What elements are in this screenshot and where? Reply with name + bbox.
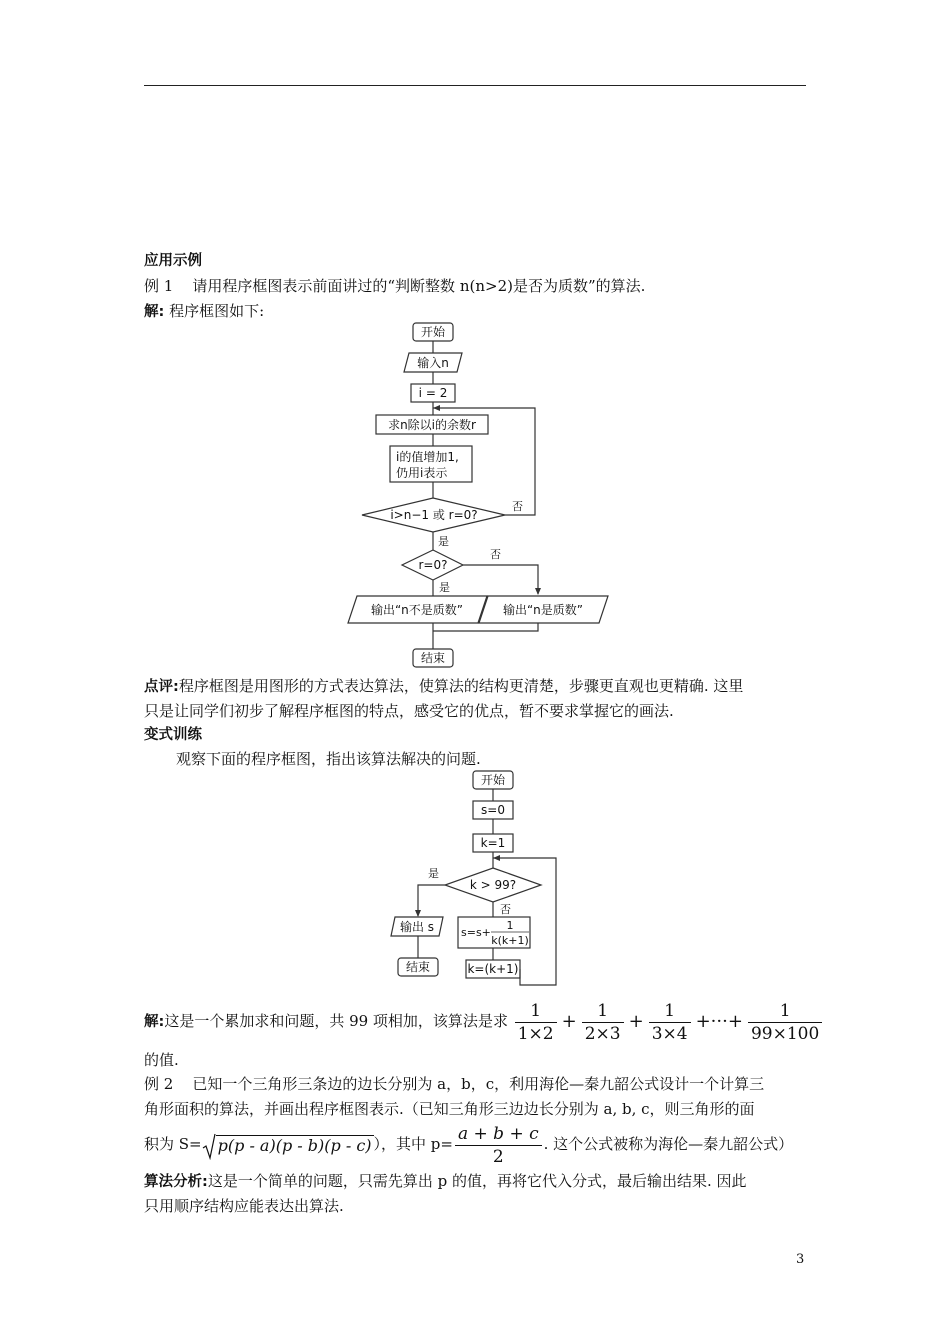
solution-2-text: 这是一个累加求和问题，共 99 项相加，该算法是求 — [164, 1012, 508, 1030]
flow1-increment-line2: 仍用i表示 — [396, 466, 448, 480]
flow2-update-s-prefix: s=s+ — [461, 926, 491, 939]
analysis-text-1: 这是一个简单的问题，只需先算出 p 的值，再将它代入分式，最后输出结果. 因此 — [207, 1172, 747, 1190]
solution-1-label: 解: — [144, 304, 165, 320]
flow2-cond-text: k > 99? — [469, 878, 517, 892]
solution-2-tail: 的值. — [144, 1051, 179, 1069]
analysis-line-2: 只用顺序结构应能表达出算法. — [144, 1197, 344, 1215]
comment-label: 点评: — [144, 679, 179, 695]
p-fraction: $\frac{a + b + c}{2}$ — [455, 1123, 542, 1168]
flow2-init-s-text: s=0 — [481, 803, 505, 817]
flow1-init-text: i = 2 — [418, 386, 448, 400]
flow2-yes: 是 — [428, 867, 439, 880]
example-2-label: 例 2 — [144, 1075, 174, 1093]
header-rule — [144, 85, 806, 86]
flow1-cond1-no: 否 — [512, 500, 523, 513]
fraction-4: $\frac{1}{99\times 100}$ — [748, 1000, 822, 1045]
analysis-line-1 — [144, 1170, 747, 1193]
flow2-output-text: 输出 s — [399, 920, 435, 934]
flow1-end-text: 结束 — [420, 651, 446, 665]
comment-line-2: 只是让同学们初步了解程序框图的特点，感受它的优点，暂不要求掌握它的画法. — [144, 702, 674, 720]
solution-2: 解:这是一个累加求和问题，共 99 项相加，该算法是求 $\frac{1}{1\times 2}$ + $\frac{1}{2\times 3}$ + $\frac{1}{3\times 4}$ +···+ $\frac{1}{99\times 100}$ — [144, 996, 824, 1047]
solution-1-text: 程序框图如下: — [169, 302, 265, 320]
flow1-out-prime-text: 输出“n是质数” — [502, 603, 584, 617]
flow1-cond1-yes: 是 — [438, 535, 449, 548]
flow2-start-text: 开始 — [480, 773, 506, 787]
example-2-text-3c: . 这个公式被称为海伦—秦九韶公式） — [543, 1135, 794, 1153]
section-title: 应用示例 — [144, 253, 202, 269]
fraction-1: $\frac{1}{1\times 2}$ — [515, 1000, 557, 1045]
flow1-cond2-yes: 是 — [439, 581, 450, 594]
flow1-out-not-prime-text: 输出“n不是质数” — [370, 603, 464, 617]
solution-2-label: 解: — [144, 1014, 165, 1030]
flowchart-prime — [340, 318, 630, 670]
sum-dots: +···+ — [695, 1011, 743, 1032]
flow1-cond2-text: r=0? — [418, 558, 448, 572]
sqrt-content: p(p - a)(p - b)(p - c) — [217, 1135, 372, 1155]
example-2-text-3b: ），其中 p= — [373, 1135, 453, 1153]
example-1-text: 请用程序框图表示前面讲过的“判断整数 n(n>2)是否为质数”的算法. — [192, 277, 646, 295]
example-2-line-2: 角形面积的算法，并画出程序框图表示.（已知三角形三边边长分别为 a, b, c，则三角形的面 — [144, 1100, 755, 1118]
variant-text: 观察下面的程序框图，指出该算法解决的问题. — [176, 750, 481, 768]
example-2-text-3a: 积为 S= — [144, 1135, 202, 1153]
flow1-remainder-text: 求n除以i的余数r — [388, 418, 476, 432]
flow2-update-s-den: k(k+1) — [491, 934, 529, 947]
flowchart-sum — [380, 768, 580, 990]
comment-line-1 — [144, 675, 743, 698]
variant-title: 变式训练 — [144, 727, 202, 743]
sqrt-expression — [202, 1123, 374, 1168]
fraction-3: $\frac{1}{3\times 4}$ — [649, 1000, 691, 1045]
flow1-increment-line1: i的值增加1, — [396, 450, 459, 464]
comment-text-1: 程序框图是用图形的方式表达算法，使算法的结构更清楚，步骤更直观也更精确. 这里 — [178, 677, 744, 695]
flow1-start-text: 开始 — [420, 325, 446, 339]
example-2-text-1: 已知一个三角形三条边的边长分别为 a，b，c，利用海伦—秦九韶公式设计一个计算三 — [192, 1075, 765, 1093]
analysis-label: 算法分析: — [144, 1174, 208, 1190]
flow1-input-text: 输入n — [417, 356, 449, 370]
flow1-cond1-text: i>n−1 或 r=0? — [390, 508, 478, 522]
example-1 — [144, 275, 645, 297]
solution-1 — [144, 300, 264, 323]
example-1-label: 例 1 — [144, 277, 174, 295]
flow2-update-k-text: k=(k+1) — [467, 962, 519, 976]
flow2-end-text: 结束 — [405, 960, 431, 974]
flow1-cond2-no: 否 — [490, 548, 501, 561]
flow2-init-k-text: k=1 — [480, 836, 506, 850]
page-number: 3 — [796, 1252, 805, 1267]
flow2-update-s-num: 1 — [506, 919, 514, 932]
fraction-2: $\frac{1}{2\times 3}$ — [582, 1000, 624, 1045]
example-2-line-1 — [144, 1073, 764, 1095]
example-2-line-3 — [144, 1122, 793, 1168]
flow2-no: 否 — [500, 903, 511, 916]
